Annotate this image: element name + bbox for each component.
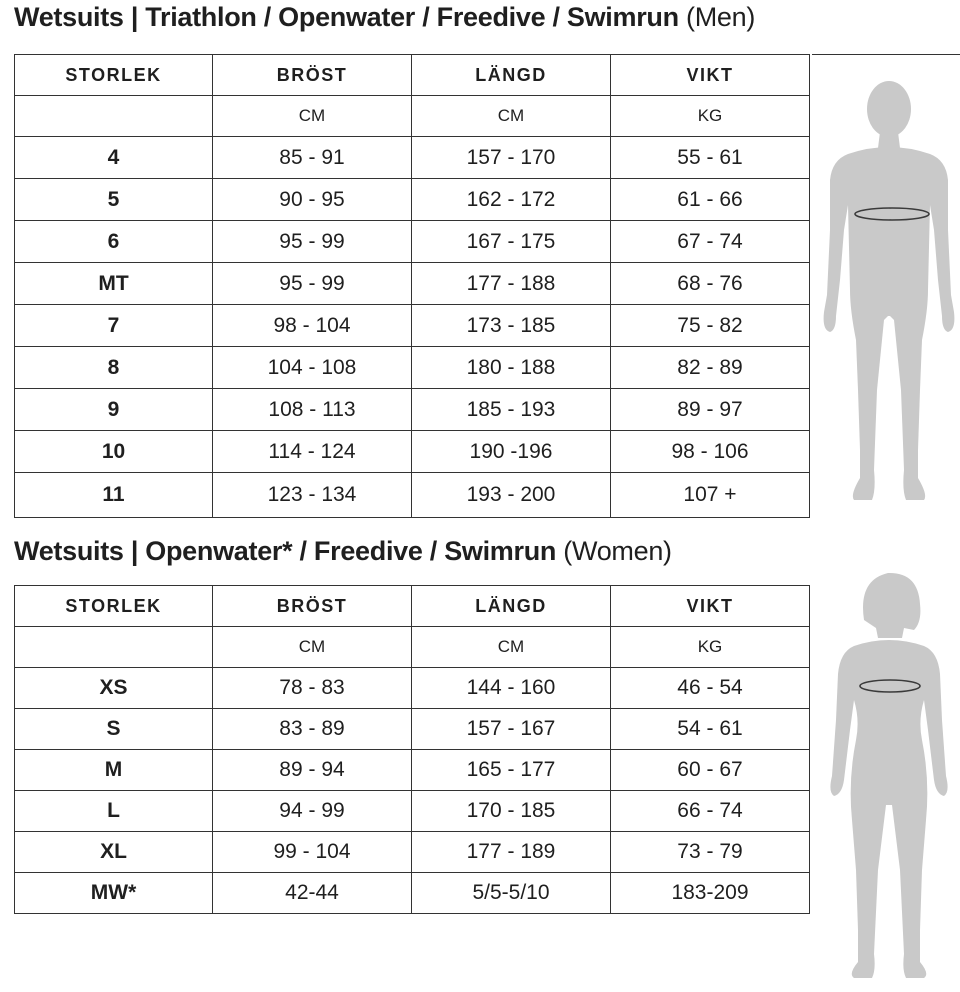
length-cell: 190 -196 <box>412 431 611 473</box>
weight-cell: 67 - 74 <box>611 221 810 263</box>
chest-cell: 78 - 83 <box>213 668 412 709</box>
table-row <box>15 668 810 709</box>
table-row <box>15 473 810 518</box>
men-table-divider <box>812 54 960 55</box>
table-row <box>15 431 810 473</box>
men-header-size: STORLEK <box>15 55 213 96</box>
size-cell: 11 <box>15 473 213 518</box>
women-unit-chest: CM <box>213 627 412 668</box>
women-size-table <box>14 585 810 914</box>
length-cell: 173 - 185 <box>412 305 611 347</box>
length-cell: 167 - 175 <box>412 221 611 263</box>
table-row <box>15 347 810 389</box>
chest-cell: 94 - 99 <box>213 791 412 832</box>
table-row <box>15 305 810 347</box>
male-body-silhouette-icon <box>818 80 960 512</box>
women-title-gender: (Women) <box>556 536 672 566</box>
men-size-table <box>14 54 810 518</box>
size-cell: MW* <box>15 873 213 914</box>
weight-cell: 107 + <box>611 473 810 518</box>
female-body-silhouette-icon <box>818 570 960 980</box>
size-cell: MT <box>15 263 213 305</box>
size-cell: S <box>15 709 213 750</box>
women-unit-length: CM <box>412 627 611 668</box>
weight-cell: 60 - 67 <box>611 750 810 791</box>
weight-cell: 54 - 61 <box>611 709 810 750</box>
men-title-gender: (Men) <box>678 2 756 32</box>
men-unit-length: CM <box>412 96 611 137</box>
women-title-main: Wetsuits | Openwater* / Freedive / Swimrun <box>14 536 557 566</box>
length-cell: 5/5-5/10 <box>412 873 611 914</box>
chest-cell: 98 - 104 <box>213 305 412 347</box>
chest-cell: 104 - 108 <box>213 347 412 389</box>
size-cell: XL <box>15 832 213 873</box>
women-header-length: LÄNGD <box>412 586 611 627</box>
size-cell: 5 <box>15 179 213 221</box>
chest-cell: 85 - 91 <box>213 137 412 179</box>
women-header-row <box>15 586 810 627</box>
weight-cell: 68 - 76 <box>611 263 810 305</box>
size-cell: 7 <box>15 305 213 347</box>
men-unit-chest: CM <box>213 96 412 137</box>
length-cell: 165 - 177 <box>412 750 611 791</box>
women-unit-size <box>15 627 213 668</box>
table-row <box>15 389 810 431</box>
weight-cell: 46 - 54 <box>611 668 810 709</box>
length-cell: 193 - 200 <box>412 473 611 518</box>
men-header-row <box>15 55 810 96</box>
table-row <box>15 263 810 305</box>
length-cell: 177 - 189 <box>412 832 611 873</box>
length-cell: 185 - 193 <box>412 389 611 431</box>
men-unit-weight: KG <box>611 96 810 137</box>
women-header-chest: BRÖST <box>213 586 412 627</box>
size-cell: XS <box>15 668 213 709</box>
chest-cell: 42-44 <box>213 873 412 914</box>
table-row <box>15 791 810 832</box>
chest-cell: 90 - 95 <box>213 179 412 221</box>
men-header-weight: VIKT <box>611 55 810 96</box>
table-row <box>15 832 810 873</box>
table-row <box>15 750 810 791</box>
chest-cell: 123 - 134 <box>213 473 412 518</box>
women-unit-row <box>15 627 810 668</box>
weight-cell: 82 - 89 <box>611 347 810 389</box>
size-cell: 9 <box>15 389 213 431</box>
weight-cell: 73 - 79 <box>611 832 810 873</box>
chest-cell: 108 - 113 <box>213 389 412 431</box>
size-cell: 8 <box>15 347 213 389</box>
table-row <box>15 137 810 179</box>
weight-cell: 55 - 61 <box>611 137 810 179</box>
men-header-length: LÄNGD <box>412 55 611 96</box>
men-section-title <box>14 2 755 33</box>
weight-cell: 98 - 106 <box>611 431 810 473</box>
weight-cell: 183-209 <box>611 873 810 914</box>
weight-cell: 66 - 74 <box>611 791 810 832</box>
men-title-main: Wetsuits | Triathlon / Openwater / Freedive / Swimrun <box>14 2 679 32</box>
women-section-title <box>14 536 672 567</box>
table-row <box>15 221 810 263</box>
chest-cell: 99 - 104 <box>213 832 412 873</box>
size-cell: L <box>15 791 213 832</box>
length-cell: 162 - 172 <box>412 179 611 221</box>
men-unit-row <box>15 96 810 137</box>
women-header-weight: VIKT <box>611 586 810 627</box>
length-cell: 157 - 167 <box>412 709 611 750</box>
size-cell: M <box>15 750 213 791</box>
chest-cell: 95 - 99 <box>213 221 412 263</box>
men-unit-size <box>15 96 213 137</box>
weight-cell: 61 - 66 <box>611 179 810 221</box>
chest-cell: 89 - 94 <box>213 750 412 791</box>
women-unit-weight: KG <box>611 627 810 668</box>
women-header-size: STORLEK <box>15 586 213 627</box>
table-row <box>15 873 810 914</box>
chest-cell: 114 - 124 <box>213 431 412 473</box>
table-row <box>15 179 810 221</box>
length-cell: 177 - 188 <box>412 263 611 305</box>
size-cell: 10 <box>15 431 213 473</box>
length-cell: 180 - 188 <box>412 347 611 389</box>
table-row <box>15 709 810 750</box>
size-cell: 6 <box>15 221 213 263</box>
chest-cell: 83 - 89 <box>213 709 412 750</box>
weight-cell: 75 - 82 <box>611 305 810 347</box>
length-cell: 157 - 170 <box>412 137 611 179</box>
size-cell: 4 <box>15 137 213 179</box>
length-cell: 170 - 185 <box>412 791 611 832</box>
length-cell: 144 - 160 <box>412 668 611 709</box>
weight-cell: 89 - 97 <box>611 389 810 431</box>
men-header-chest: BRÖST <box>213 55 412 96</box>
chest-cell: 95 - 99 <box>213 263 412 305</box>
